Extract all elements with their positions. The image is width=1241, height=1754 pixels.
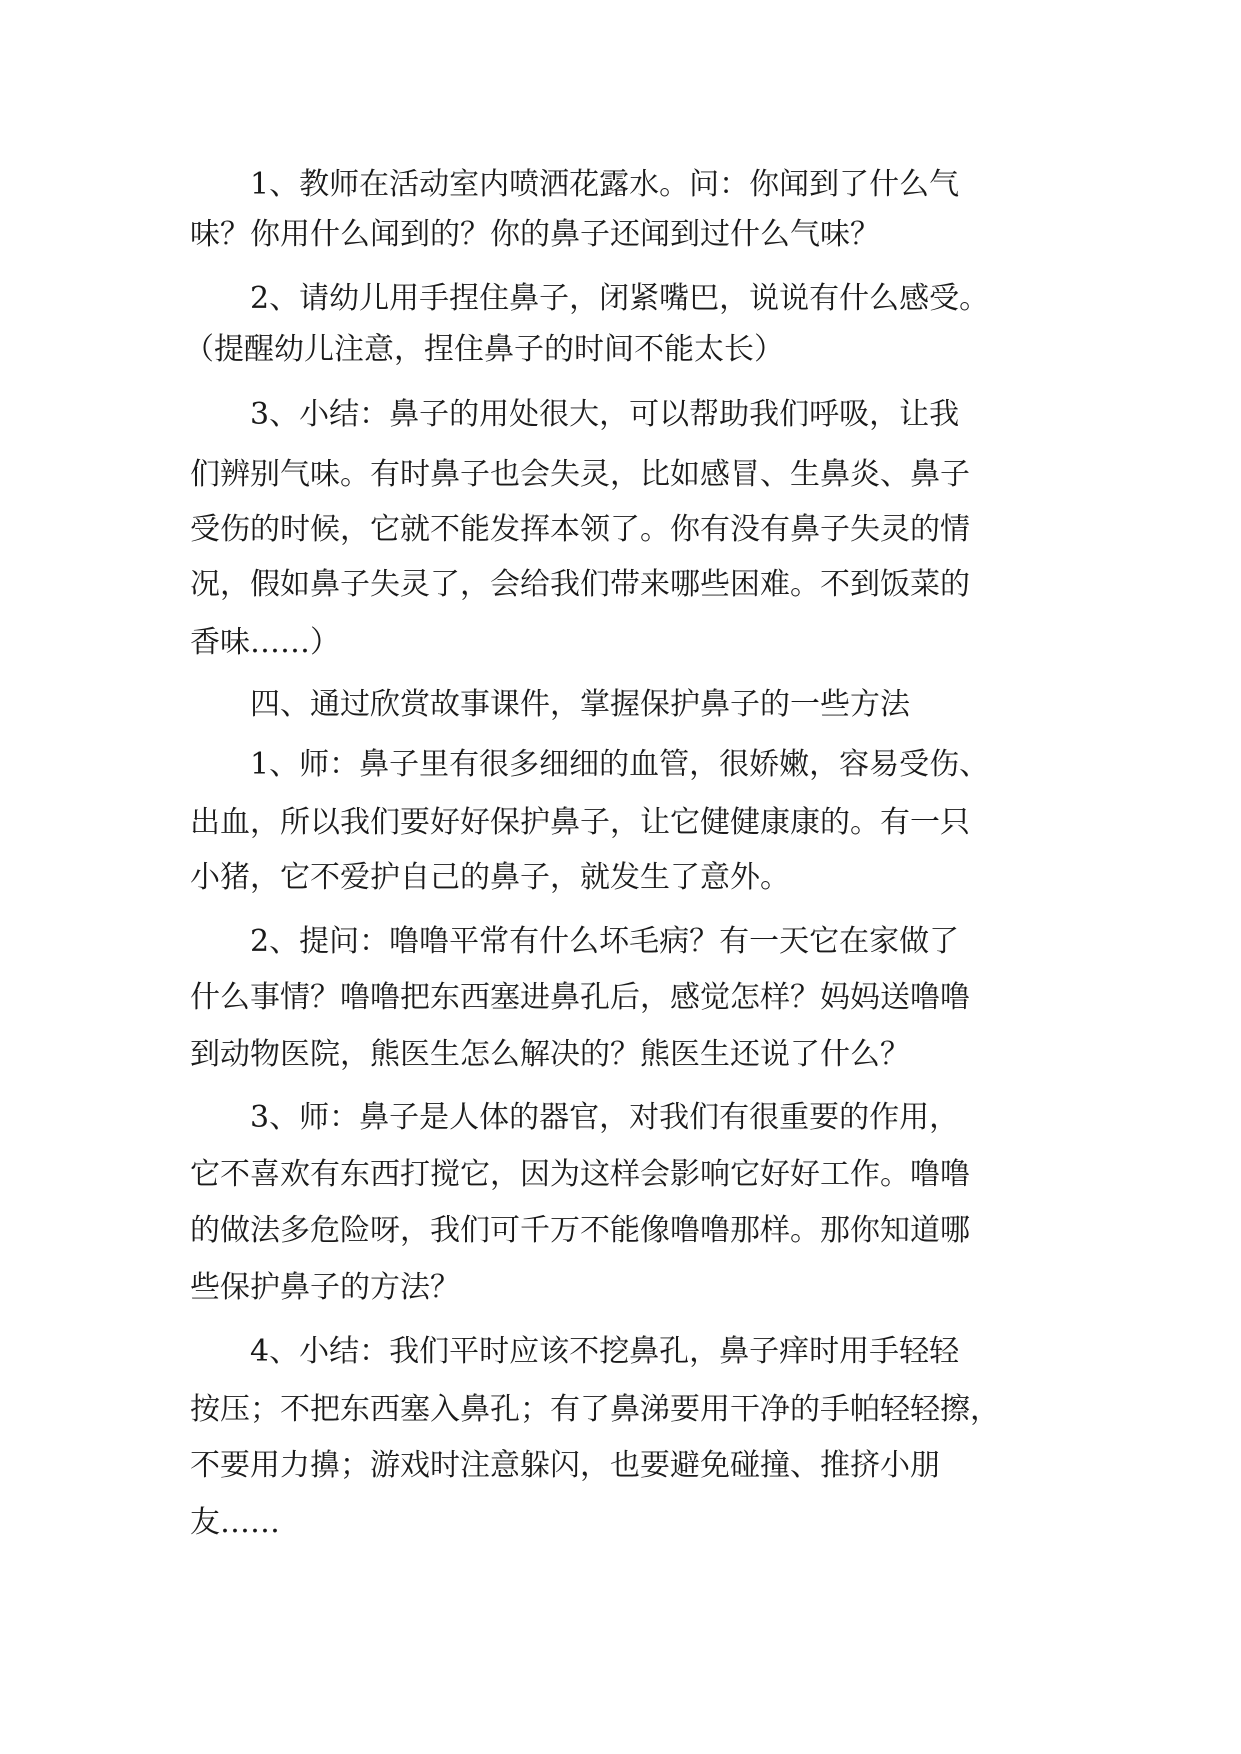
text-line: 受伤的时候，它就不能发挥本领了。你有没有鼻子失灵的情 — [190, 512, 970, 547]
text-line: 2、提问：噜噜平常有什么坏毛病？有一天它在家做了 — [250, 924, 960, 959]
text-line: 出血，所以我们要好好保护鼻子，让它健健康康的。有一只 — [190, 805, 970, 840]
text-line: 香味……） — [190, 625, 340, 660]
text-line: 3、师：鼻子是人体的器官，对我们有很重要的作用， — [250, 1100, 960, 1135]
text-line: 些保护鼻子的方法？ — [190, 1270, 460, 1305]
section-heading: 四、通过欣赏故事课件，掌握保护鼻子的一些方法 — [250, 687, 910, 722]
text-line: 什么事情？噜噜把东西塞进鼻孔后，感觉怎样？妈妈送噜噜 — [190, 980, 970, 1015]
text-line: 到动物医院，熊医生怎么解决的？熊医生还说了什么？ — [190, 1037, 910, 1072]
text-line: 况，假如鼻子失灵了，会给我们带来哪些困难。不到饭菜的 — [190, 567, 970, 602]
text-line: 友…… — [190, 1505, 280, 1540]
text-line: 1、师：鼻子里有很多细细的血管，很娇嫩，容易受伤、 — [250, 747, 990, 782]
text-line: 小猪，它不爱护自己的鼻子，就发生了意外。 — [190, 860, 790, 895]
text-line: 的做法多危险呀，我们可千万不能像噜噜那样。那你知道哪 — [190, 1213, 970, 1248]
text-line: 按压；不把东西塞入鼻孔；有了鼻涕要用干净的手帕轻轻擦， — [190, 1392, 1000, 1427]
text-line: 1、教师在活动室内喷洒花露水。问：你闻到了什么气 — [250, 167, 960, 202]
text-line: 不要用力擤；游戏时注意躲闪，也要避免碰撞、推挤小朋 — [190, 1448, 940, 1483]
text-line: 3、小结：鼻子的用处很大，可以帮助我们呼吸，让我 — [250, 397, 960, 432]
text-line: （提醒幼儿注意，捏住鼻子的时间不能太长） — [184, 332, 784, 367]
text-line: 们辨别气味。有时鼻子也会失灵，比如感冒、生鼻炎、鼻子 — [190, 457, 970, 492]
text-line: 味？你用什么闻到的？你的鼻子还闻到过什么气味？ — [190, 217, 880, 252]
text-line: 2、请幼儿用手捏住鼻子，闭紧嘴巴，说说有什么感受。 — [250, 281, 990, 316]
text-line: 4、小结：我们平时应该不挖鼻孔，鼻子痒时用手轻轻 — [250, 1334, 960, 1369]
text-line: 它不喜欢有东西打搅它，因为这样会影响它好好工作。噜噜 — [190, 1157, 970, 1192]
